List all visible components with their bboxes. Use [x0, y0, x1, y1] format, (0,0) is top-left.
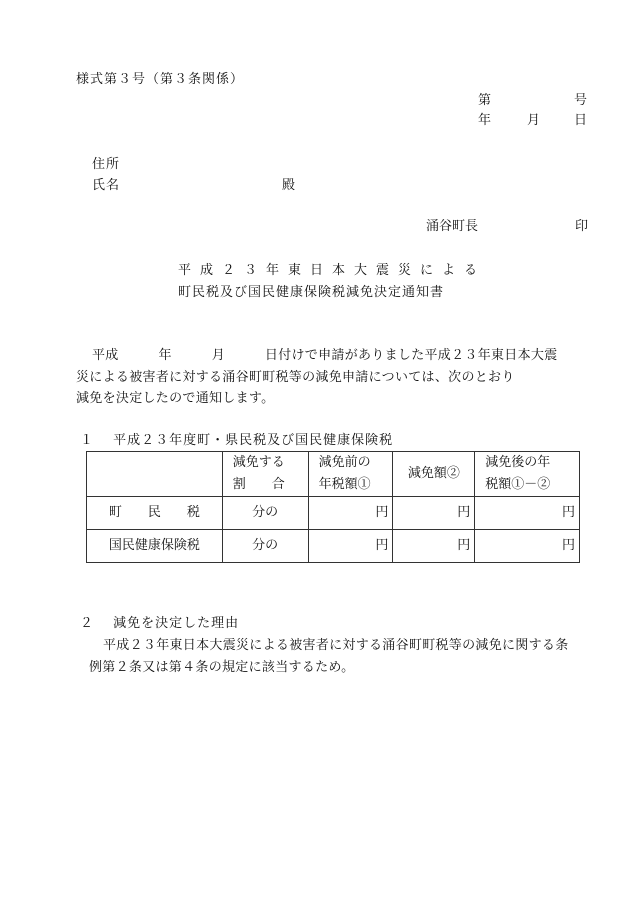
body-line3: 減免を決定したので通知します。	[76, 391, 275, 406]
table-header-reduction-amount: 減免額②	[393, 452, 475, 497]
row-ratio-cell: 分の	[222, 530, 308, 563]
table-row	[87, 497, 580, 530]
section2-heading: ２ 減免を決定した理由	[80, 616, 240, 631]
body-line1: 平成 年 月 日付けで申請がありました平成２３年東日本大震	[92, 348, 558, 363]
date-day-label: 日	[574, 113, 588, 128]
table-header-before-tax: 減免前の 年税額①	[308, 452, 393, 497]
row-reduction-amount-cell: 円	[393, 497, 475, 530]
table-header-cell-blank	[87, 452, 223, 497]
section2-line1: 平成２３年東日本大震災による被害者に対する涌谷町町税等の減免に関する条	[103, 638, 569, 653]
address-label: 住所	[92, 157, 121, 172]
document-title-line2: 町民税及び国民健康保険税減免決定通知書	[178, 285, 445, 300]
section2-line2: 例第２条又は第４条の規定に該当するため。	[89, 660, 355, 675]
document-number-prefix: 第	[478, 93, 492, 108]
body-line2: 災による被害者に対する涌谷町町税等の減免申請については、次のとおり	[76, 370, 515, 385]
table-header-after-tax: 減免後の年 税額①－②	[475, 452, 580, 497]
name-label: 氏名	[92, 178, 121, 193]
tax-reduction-table	[86, 451, 580, 563]
row-ratio-cell: 分の	[222, 497, 308, 530]
table-header-row	[87, 452, 580, 497]
seal-mark: 印	[575, 219, 589, 234]
row-before-tax-cell: 円	[308, 497, 393, 530]
table-row	[87, 530, 580, 563]
table-header-ratio: 減免する 割 合	[222, 452, 308, 497]
row-after-tax-cell: 円	[475, 497, 580, 530]
date-month-label: 月	[527, 113, 541, 128]
row-reduction-amount-cell: 円	[393, 530, 475, 563]
row-label-municipal-tax: 町 民 税	[87, 497, 223, 530]
row-label-health-insurance-tax: 国民健康保険税	[87, 530, 223, 563]
document-title-line1: 平成２３年東日本大震災による	[178, 263, 487, 278]
form-label: 様式第３号（第３条関係）	[76, 72, 245, 87]
date-year-label: 年	[478, 113, 492, 128]
section1-heading: １ 平成２３年度町・県民税及び国民健康保険税	[80, 433, 394, 448]
document-number-suffix: 号	[574, 93, 588, 108]
honorific: 殿	[282, 178, 296, 193]
row-before-tax-cell: 円	[308, 530, 393, 563]
issuer-title: 涌谷町長	[426, 219, 479, 234]
row-after-tax-cell: 円	[475, 530, 580, 563]
